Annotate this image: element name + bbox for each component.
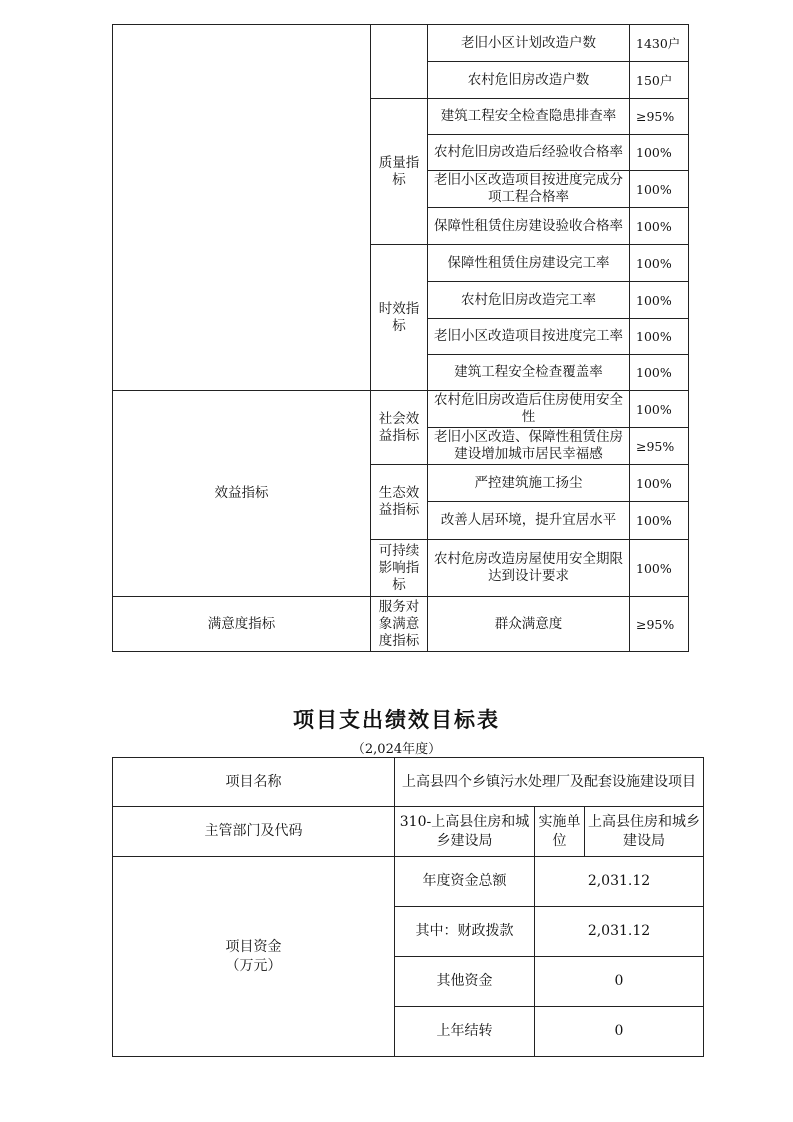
- department-value: 310-上高县住房和城乡建设局: [395, 807, 535, 857]
- value-cell: 100%: [630, 391, 689, 428]
- indicator-cell: 老旧小区改造、保障性租赁住房建设增加城市居民幸福感: [428, 428, 630, 465]
- funds-item-value: 0: [535, 1007, 704, 1057]
- implementer-label: 实施单位: [535, 807, 585, 857]
- benefit-indicator-cell: 效益指标: [113, 391, 371, 597]
- project-name-value: 上高县四个乡镇污水处理厂及配套设施建设项目: [395, 758, 704, 807]
- value-cell: 100%: [630, 208, 689, 245]
- indicator-cell: 建筑工程安全检查隐患排查率: [428, 99, 630, 135]
- value-cell: 100%: [630, 540, 689, 597]
- year-label: （2,024年度）: [351, 742, 442, 757]
- satisfaction-indicator-cell: 满意度指标: [113, 597, 371, 652]
- indicator-cell: 群众满意度: [428, 597, 630, 652]
- timeliness-indicator-cell: 时效指标: [371, 245, 428, 391]
- sustainability-cell: 可持续影响指标: [371, 540, 428, 597]
- indicator-cell: 建筑工程安全检查覆盖率: [428, 355, 630, 391]
- funds-unit-text: （万元）: [225, 957, 282, 974]
- value-cell: 100%: [630, 245, 689, 282]
- value-cell: ≥95%: [630, 597, 689, 652]
- social-benefit-cell: 社会效益指标: [371, 391, 428, 465]
- indicator-cell: 农村危旧房改造户数: [428, 62, 630, 99]
- value-cell: ≥95%: [630, 99, 689, 135]
- project-funds-label: [113, 857, 395, 1057]
- project-name-label: 项目名称: [113, 758, 395, 807]
- indicator-cell: 农村危旧房改造后住房使用安全性: [428, 391, 630, 428]
- quality-indicator-cell: 质量指标: [371, 99, 428, 245]
- funds-item-label: 其中：财政拨款: [395, 907, 535, 957]
- indicator-cell: 农村危旧房改造完工率: [428, 282, 630, 319]
- service-satisfaction-cell: 服务对象满意度指标: [371, 597, 428, 652]
- funds-label-text: 项目资金: [225, 938, 282, 955]
- implementer-value: 上高县住房和城乡建设局: [585, 807, 704, 857]
- performance-indicator-table: [112, 24, 689, 652]
- funds-item-value: 0: [535, 957, 704, 1007]
- value-cell: 100%: [630, 171, 689, 208]
- level1-blank-cell: [113, 25, 371, 391]
- funds-item-value: 2,031.12: [535, 857, 704, 907]
- funds-item-label: 年度资金总额: [395, 857, 535, 907]
- page-title: 项目支出绩效目标表: [293, 708, 500, 732]
- indicator-cell: 保障性租赁住房建设验收合格率: [428, 208, 630, 245]
- indicator-cell: 严控建筑施工扬尘: [428, 465, 630, 502]
- funds-item-label: 上年结转: [395, 1007, 535, 1057]
- level2-blank-cell: [371, 25, 428, 99]
- department-label: 主管部门及代码: [113, 807, 395, 857]
- indicator-cell: 农村危房改造房屋使用安全期限达到设计要求: [428, 540, 630, 597]
- indicator-cell: 老旧小区计划改造户数: [428, 25, 630, 62]
- value-cell: ≥95%: [630, 428, 689, 465]
- eco-benefit-cell: 生态效益指标: [371, 465, 428, 540]
- value-cell: 100%: [630, 319, 689, 355]
- indicator-cell: 老旧小区改造项目按进度完工率: [428, 319, 630, 355]
- value-cell: 1430户: [630, 25, 689, 62]
- value-cell: 100%: [630, 135, 689, 171]
- funds-item-label: 其他资金: [395, 957, 535, 1007]
- indicator-cell: 改善人居环境，提升宜居水平: [428, 502, 630, 540]
- value-cell: 150户: [630, 62, 689, 99]
- value-cell: 100%: [630, 282, 689, 319]
- indicator-cell: 保障性租赁住房建设完工率: [428, 245, 630, 282]
- value-cell: 100%: [630, 502, 689, 540]
- project-expenditure-table: [112, 757, 704, 1057]
- indicator-cell: 农村危旧房改造后经验收合格率: [428, 135, 630, 171]
- funds-item-value: 2,031.12: [535, 907, 704, 957]
- value-cell: 100%: [630, 465, 689, 502]
- value-cell: 100%: [630, 355, 689, 391]
- indicator-cell: 老旧小区改造项目按进度完成分项工程合格率: [428, 171, 630, 208]
